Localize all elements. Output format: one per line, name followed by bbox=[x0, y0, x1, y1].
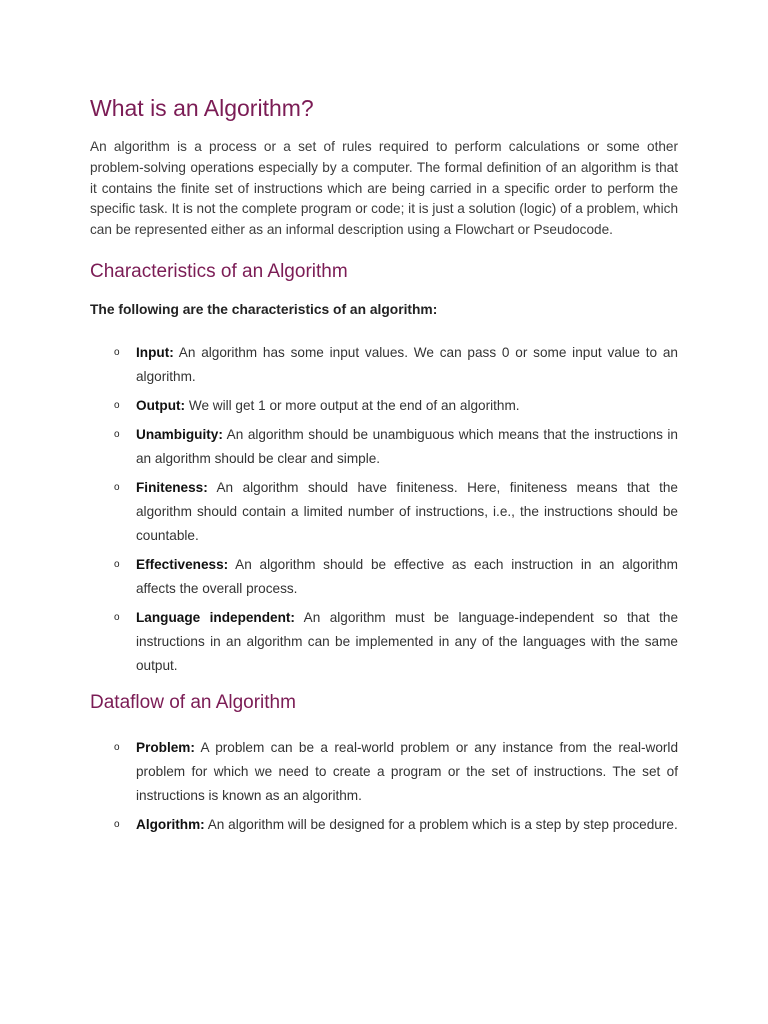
list-item-algorithm bbox=[90, 813, 678, 837]
item-text: An algorithm will be designed for a problem which is a step by step procedure. bbox=[204, 816, 678, 832]
list-item-unambiguity bbox=[90, 423, 678, 471]
item-text: An algorithm has some input values. We can pass 0 or some input value to an algorithm. bbox=[136, 344, 678, 384]
item-text: An algorithm should be unambiguous which means that the instructions in an algorithm should be clear and simple. bbox=[136, 426, 678, 466]
dataflow-list bbox=[90, 736, 678, 837]
characteristics-list bbox=[90, 341, 678, 678]
item-term: Finiteness: bbox=[136, 479, 208, 495]
list-item-input bbox=[90, 341, 678, 389]
list-item-output bbox=[90, 394, 678, 418]
characteristics-lead: The following are the characteristics of an algorithm: bbox=[90, 301, 438, 317]
bullet-marker: o bbox=[114, 611, 120, 623]
bullet-marker: o bbox=[114, 346, 120, 358]
item-term: Unambiguity: bbox=[136, 426, 223, 442]
bullet-marker: o bbox=[114, 558, 120, 570]
item-term: Problem: bbox=[136, 739, 195, 755]
item-term: Output: bbox=[136, 397, 186, 413]
list-item-effectiveness bbox=[90, 553, 678, 601]
bullet-marker: o bbox=[114, 399, 120, 411]
list-item-finiteness bbox=[90, 476, 678, 548]
item-text: A problem can be a real-world problem or any instance from the real-world problem for which we need to create a program or the set of instructions. The set of instructions is known as an algorithm. bbox=[136, 739, 678, 803]
item-term: Effectiveness: bbox=[136, 556, 229, 572]
characteristics-heading: Characteristics of an Algorithm bbox=[90, 260, 348, 282]
dataflow-heading: Dataflow of an Algorithm bbox=[90, 691, 296, 713]
bullet-marker: o bbox=[114, 741, 120, 753]
item-term: Input: bbox=[136, 344, 174, 360]
list-item-language-independent bbox=[90, 606, 678, 678]
page-title: What is an Algorithm? bbox=[90, 95, 314, 121]
item-text: We will get 1 or more output at the end of an algorithm. bbox=[185, 397, 520, 413]
item-term: Language independent: bbox=[136, 609, 295, 625]
list-item-problem bbox=[90, 736, 678, 808]
item-text: An algorithm should be effective as each instruction in an algorithm affects the overall process. bbox=[136, 556, 678, 596]
document-page bbox=[90, 0, 678, 842]
item-text: An algorithm should have finiteness. Here, finiteness means that the algorithm should contain a limited number of instructions, i.e., the instructions should be countable. bbox=[136, 479, 678, 543]
item-term: Algorithm: bbox=[136, 816, 205, 832]
bullet-marker: o bbox=[114, 428, 120, 440]
item-text: An algorithm must be language-independent so that the instructions in an algorithm can be implemented in any of the languages with the same output. bbox=[136, 609, 679, 673]
bullet-marker: o bbox=[114, 818, 120, 830]
bullet-marker: o bbox=[114, 481, 120, 493]
intro-paragraph: An algorithm is a process or a set of rules required to perform calculations or some other problem-solving operations especially by a computer. The formal definition of an algorithm is that it contains the finite set of instructions which are being carried in a specific order to perform the specific task. It is not the complete program or code; it is just a solution (logic) of a problem, which can be represented either as an informal description using a Flowchart or Pseudocode. bbox=[90, 139, 678, 238]
